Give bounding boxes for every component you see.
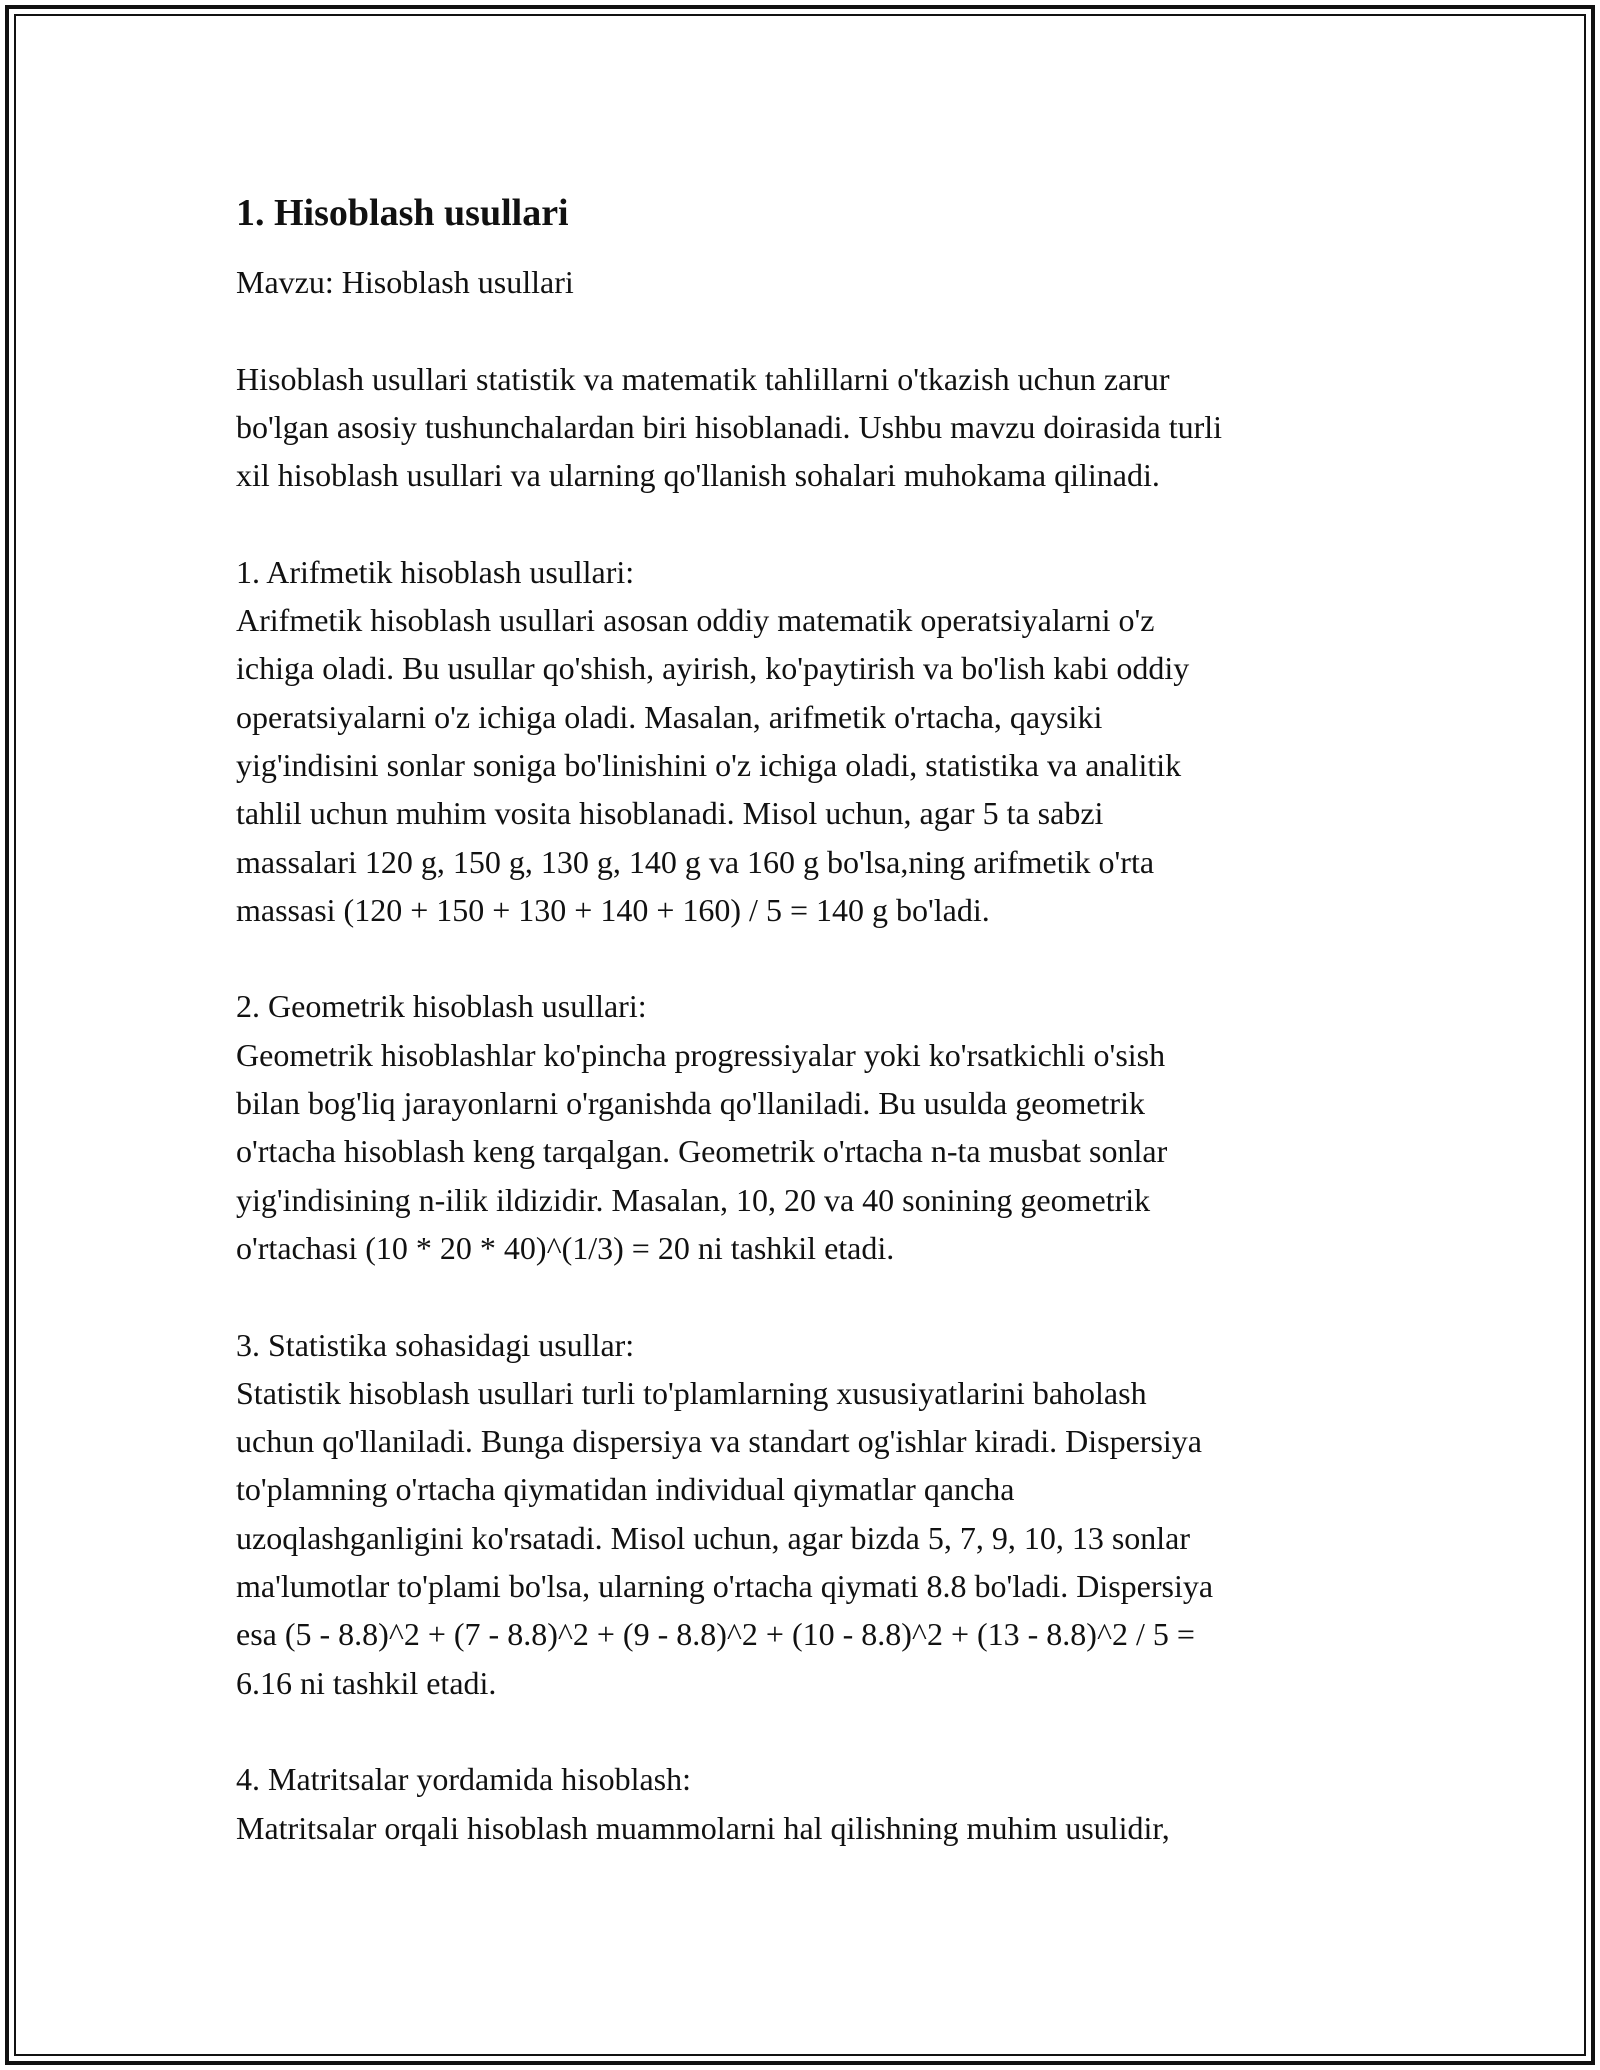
section-line: massasi (120 + 150 + 130 + 140 + 160) / 5 = 140 g bo'ladi. <box>236 891 990 928</box>
section-line: to'plamning o'rtacha qiymatidan individual qiymatlar qancha <box>236 1471 1015 1508</box>
section-line: Geometrik hisoblashlar ko'pincha progressiyalar yoki ko'rsatkichli o'sish <box>236 1036 1166 1073</box>
intro-paragraph <box>236 355 1396 500</box>
section-heading: 1. Arifmetik hisoblash usullari: <box>236 553 635 590</box>
section-heading: 4. Matritsalar yordamida hisoblash: <box>236 1761 692 1798</box>
section-line: bilan bog'liq jarayonlarni o'rganishda qo'llaniladi. Bu usulda geometrik <box>236 1085 1145 1122</box>
section-geometric <box>236 982 1396 1272</box>
section-line: yig'indisining n-ilik ildizidir. Masalan, 10, 20 va 40 sonining geometrik <box>236 1181 1151 1218</box>
section-line: yig'indisini sonlar soniga bo'linishini o'z ichiga oladi, statistika va analitik <box>236 746 1182 783</box>
topic-line: Mavzu: Hisoblash usullari <box>236 264 574 300</box>
section-line: Statistik hisoblash usullari turli to'plamlarning xususiyatlarini baholash <box>236 1374 1147 1411</box>
section-statistics <box>236 1321 1396 1707</box>
section-heading: 3. Statistika sohasidagi usullar: <box>236 1326 635 1363</box>
section-line: tahlil uchun muhim vosita hisoblanadi. Misol uchun, agar 5 ta sabzi <box>236 795 1104 832</box>
section-line: massalari 120 g, 150 g, 130 g, 140 g va 160 g bo'lsa,ning arifmetik o'rta <box>236 843 1155 880</box>
section-line: ichiga oladi. Bu usullar qo'shish, ayirish, ko'paytirish va bo'lish kabi oddiy <box>236 650 1190 687</box>
intro-line: Hisoblash usullari statistik va matematik tahlillarni o'tkazish uchun zarur <box>236 360 1170 397</box>
section-heading: 2. Geometrik hisoblash usullari: <box>236 988 647 1025</box>
section-arithmetic <box>236 548 1396 934</box>
intro-line: xil hisoblash usullari va ularning qo'llanish sohalari muhokama qilinadi. <box>236 457 1160 494</box>
section-line: uzoqlashganligini ko'rsatadi. Misol uchun, agar bizda 5, 7, 9, 10, 13 sonlar <box>236 1519 1191 1556</box>
section-line: Arifmetik hisoblash usullari asosan oddiy matematik operatsiyalarni o'z <box>236 602 1155 639</box>
document-body <box>236 186 1396 1852</box>
intro-line: bo'lgan asosiy tushunchalardan biri hisoblanadi. Ushbu mavzu doirasida turli <box>236 408 1223 445</box>
section-line: o'rtacha hisoblash keng tarqalgan. Geometrik o'rtacha n-ta musbat sonlar <box>236 1133 1168 1170</box>
section-line: ma'lumotlar to'plami bo'lsa, ularning o'rtacha qiymati 8.8 bo'ladi. Dispersiya <box>236 1568 1214 1605</box>
section-line: operatsiyalarni o'z ichiga oladi. Masalan, arifmetik o'rtacha, qaysiki <box>236 698 1103 735</box>
section-line: uchun qo'llaniladi. Bunga dispersiya va standart og'ishlar kiradi. Dispersiya <box>236 1423 1202 1460</box>
section-line: o'rtachasi (10 * 20 * 40)^(1/3) = 20 ni tashkil etadi. <box>236 1229 895 1266</box>
section-line: Matritsalar orqali hisoblash muammolarni hal qilishning muhim usulidir, <box>236 1809 1170 1846</box>
section-line: 6.16 ni tashkil etadi. <box>236 1664 497 1701</box>
section-matrices <box>236 1755 1396 1852</box>
page-title: 1. Hisoblash usullari <box>236 192 569 234</box>
section-line: esa (5 - 8.8)^2 + (7 - 8.8)^2 + (9 - 8.8)^2 + (10 - 8.8)^2 + (13 - 8.8)^2 / 5 = <box>236 1616 1195 1653</box>
